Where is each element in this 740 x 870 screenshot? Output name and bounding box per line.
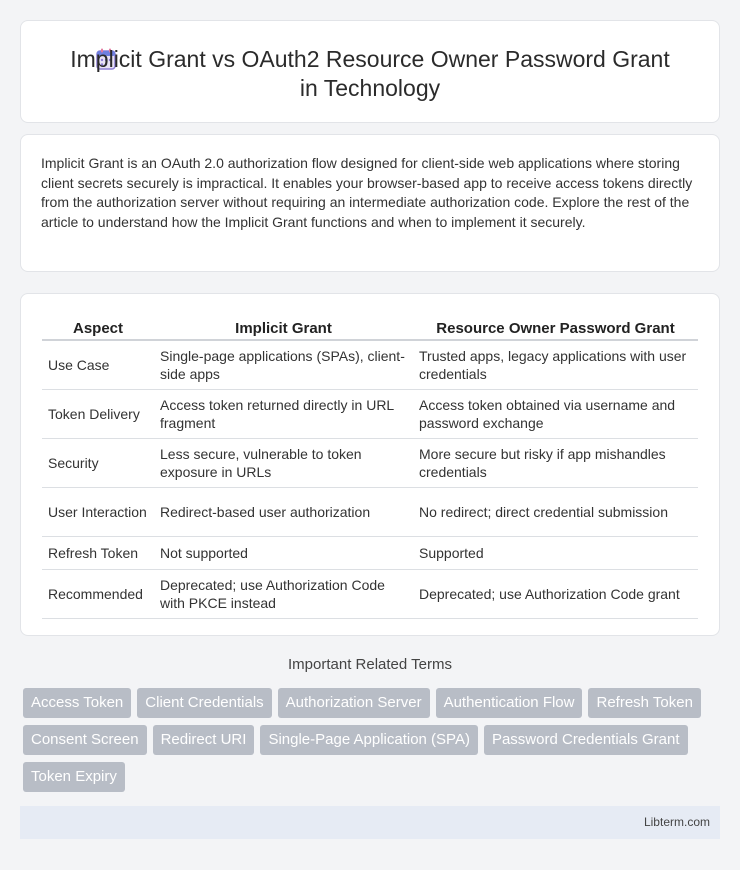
table-row [42, 389, 698, 438]
aspect-cell: Recommended [42, 569, 154, 618]
tag-client-credentials[interactable]: Client Credentials [137, 688, 271, 718]
aspect-cell: Use Case [42, 340, 154, 389]
aspect-cell: Refresh Token [42, 536, 154, 569]
implicit-cell: Not supported [154, 536, 413, 569]
implicit-cell: Access token returned directly in URL fragment [154, 389, 413, 438]
implicit-cell: Redirect-based user authorization [154, 487, 413, 536]
column-header-password: Resource Owner Password Grant [413, 314, 698, 340]
password-cell: Trusted apps, legacy applications with user credentials [413, 340, 698, 389]
aspect-cell: Token Delivery [42, 389, 154, 438]
column-header-aspect: Aspect [42, 314, 154, 340]
table-row [42, 340, 698, 389]
tag-refresh-token[interactable]: Refresh Token [588, 688, 700, 718]
intro-card [20, 134, 720, 272]
title-card [20, 20, 720, 123]
column-header-implicit: Implicit Grant [154, 314, 413, 340]
password-cell: More secure but risky if app mishandles credentials [413, 438, 698, 487]
tag-single-page-application[interactable]: Single-Page Application (SPA) [260, 725, 478, 755]
intro-paragraph: Implicit Grant is an OAuth 2.0 authorization flow designed for client-side web applications where storing client secrets securely is impractical. It enables your browser-based app to receive access tokens directly from the authorization server without requiring an intermediate authorization code. Explore the rest of the article to understand how the Implicit Grant functions and when to implement it securely. [41, 155, 693, 230]
table-row [42, 536, 698, 569]
related-terms-list [23, 688, 723, 792]
tag-token-expiry[interactable]: Token Expiry [23, 762, 125, 792]
password-cell: No redirect; direct credential submission [413, 487, 698, 536]
tag-redirect-uri[interactable]: Redirect URI [153, 725, 255, 755]
comparison-card [20, 293, 720, 636]
implicit-cell: Less secure, vulnerable to token exposure in URLs [154, 438, 413, 487]
comparison-table [42, 314, 698, 619]
tag-access-token[interactable]: Access Token [23, 688, 131, 718]
password-cell: Supported [413, 536, 698, 569]
table-row [42, 487, 698, 536]
implicit-cell: Single-page applications (SPAs), client-side apps [154, 340, 413, 389]
table-row [42, 569, 698, 618]
tag-authentication-flow[interactable]: Authentication Flow [436, 688, 583, 718]
password-cell: Deprecated; use Authorization Code grant [413, 569, 698, 618]
tag-authorization-server[interactable]: Authorization Server [278, 688, 430, 718]
aspect-cell: Security [42, 438, 154, 487]
aspect-cell: User Interaction [42, 487, 154, 536]
tag-consent-screen[interactable]: Consent Screen [23, 725, 147, 755]
tag-password-credentials-grant[interactable]: Password Credentials Grant [484, 725, 688, 755]
footer-site-link[interactable]: Libterm.com [643, 815, 710, 829]
table-header-row [42, 314, 698, 340]
footer [20, 806, 720, 839]
implicit-cell: Deprecated; use Authorization Code with PKCE instead [154, 569, 413, 618]
table-row [42, 438, 698, 487]
password-cell: Access token obtained via username and password exchange [413, 389, 698, 438]
related-terms-heading: Important Related Terms [288, 656, 452, 673]
page-title: Implicit Grant vs OAuth2 Resource Owner Password Grant in Technology [70, 46, 670, 101]
